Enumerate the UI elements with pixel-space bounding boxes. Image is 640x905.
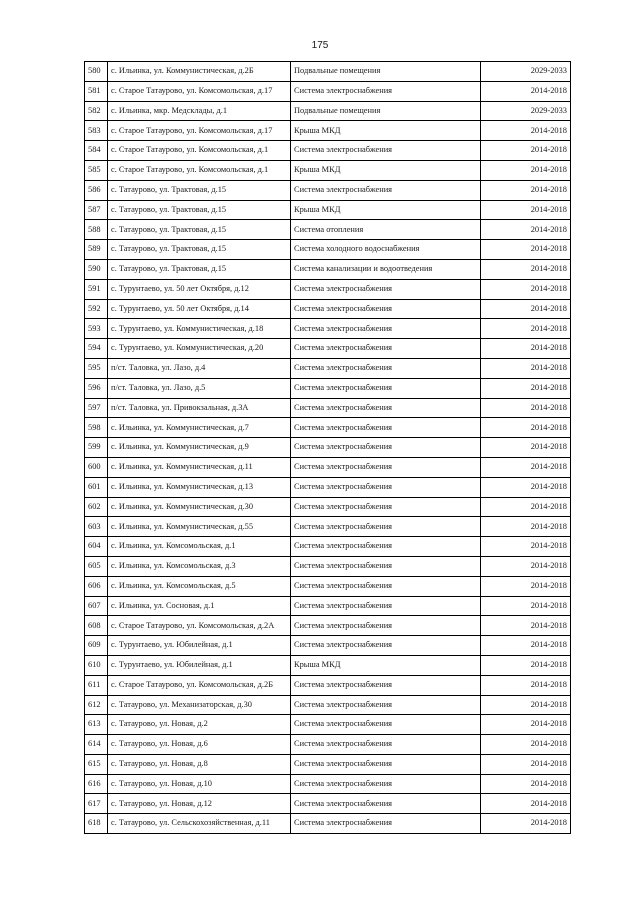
address-cell: с. Старое Татаурово, ул. Комсомольская, д.2Б <box>108 675 291 695</box>
period-cell: 2014-2018 <box>481 438 571 458</box>
period-cell: 2014-2018 <box>481 556 571 576</box>
period-cell: 2014-2018 <box>481 616 571 636</box>
address-cell: с. Старое Татаурово, ул. Комсомольская, д.1 <box>108 160 291 180</box>
row-number-cell: 603 <box>85 517 108 537</box>
row-number-cell: 584 <box>85 141 108 161</box>
period-cell: 2014-2018 <box>481 655 571 675</box>
system-cell: Подвальные помещения <box>291 62 481 82</box>
period-cell: 2014-2018 <box>481 378 571 398</box>
period-cell: 2014-2018 <box>481 358 571 378</box>
row-number-cell: 583 <box>85 121 108 141</box>
table-row <box>85 62 571 82</box>
address-cell: с. Татаурово, ул. Механизаторская, д.30 <box>108 695 291 715</box>
table-row <box>85 754 571 774</box>
system-cell: Подвальные помещения <box>291 101 481 121</box>
table-row <box>85 279 571 299</box>
table-row <box>85 457 571 477</box>
system-cell: Система электроснабжения <box>291 180 481 200</box>
table-row <box>85 576 571 596</box>
system-cell: Крыша МКД <box>291 655 481 675</box>
row-number-cell: 588 <box>85 220 108 240</box>
system-cell: Система отопления <box>291 220 481 240</box>
row-number-cell: 598 <box>85 418 108 438</box>
row-number-cell: 616 <box>85 774 108 794</box>
system-cell: Система электроснабжения <box>291 477 481 497</box>
table-row <box>85 240 571 260</box>
row-number-cell: 587 <box>85 200 108 220</box>
row-number-cell: 585 <box>85 160 108 180</box>
row-number-cell: 618 <box>85 814 108 834</box>
table-row <box>85 200 571 220</box>
row-number-cell: 613 <box>85 715 108 735</box>
period-cell: 2014-2018 <box>481 517 571 537</box>
system-cell: Система электроснабжения <box>291 636 481 656</box>
table-row <box>85 517 571 537</box>
system-cell: Система электроснабжения <box>291 438 481 458</box>
period-cell: 2014-2018 <box>481 576 571 596</box>
period-cell: 2014-2018 <box>481 457 571 477</box>
address-cell: с. Татаурово, ул. Новая, д.6 <box>108 735 291 755</box>
period-cell: 2014-2018 <box>481 180 571 200</box>
table-row <box>85 299 571 319</box>
period-cell: 2014-2018 <box>481 695 571 715</box>
period-cell: 2014-2018 <box>481 735 571 755</box>
system-cell: Система электроснабжения <box>291 675 481 695</box>
period-cell: 2014-2018 <box>481 497 571 517</box>
row-number-cell: 604 <box>85 537 108 557</box>
address-cell: с. Старое Татаурово, ул. Комсомольская, д.1 <box>108 141 291 161</box>
table-row <box>85 556 571 576</box>
table-row <box>85 794 571 814</box>
period-cell: 2014-2018 <box>481 754 571 774</box>
system-cell: Крыша МКД <box>291 121 481 141</box>
system-cell: Система холодного водоснабжения <box>291 240 481 260</box>
address-cell: с. Ильинка, ул. Комсомольская, д.5 <box>108 576 291 596</box>
table-row <box>85 141 571 161</box>
row-number-cell: 592 <box>85 299 108 319</box>
table-row <box>85 121 571 141</box>
address-cell: п/ст. Таловка, ул. Лазо, д.5 <box>108 378 291 398</box>
row-number-cell: 597 <box>85 398 108 418</box>
system-cell: Система электроснабжения <box>291 556 481 576</box>
system-cell: Система электроснабжения <box>291 378 481 398</box>
address-cell: с. Ильинка, ул. Коммунистическая, д.9 <box>108 438 291 458</box>
row-number-cell: 615 <box>85 754 108 774</box>
period-cell: 2014-2018 <box>481 279 571 299</box>
table-row <box>85 655 571 675</box>
system-cell: Система электроснабжения <box>291 81 481 101</box>
address-cell: с. Турунтаево, ул. 50 лет Октября, д.14 <box>108 299 291 319</box>
system-cell: Система электроснабжения <box>291 358 481 378</box>
table-row <box>85 81 571 101</box>
row-number-cell: 607 <box>85 596 108 616</box>
system-cell: Система электроснабжения <box>291 339 481 359</box>
system-cell: Система электроснабжения <box>291 418 481 438</box>
address-cell: с. Ильинка, ул. Коммунистическая, д.55 <box>108 517 291 537</box>
system-cell: Система электроснабжения <box>291 457 481 477</box>
address-cell: с. Ильинка, ул. Коммунистическая, д.30 <box>108 497 291 517</box>
page-number: 175 <box>311 40 329 51</box>
address-cell: с. Татаурово, ул. Новая, д.2 <box>108 715 291 735</box>
row-number-cell: 612 <box>85 695 108 715</box>
row-number-cell: 580 <box>85 62 108 82</box>
system-cell: Система электроснабжения <box>291 576 481 596</box>
system-cell: Система электроснабжения <box>291 596 481 616</box>
row-number-cell: 594 <box>85 339 108 359</box>
row-number-cell: 601 <box>85 477 108 497</box>
period-cell: 2014-2018 <box>481 715 571 735</box>
system-cell: Система электроснабжения <box>291 735 481 755</box>
address-cell: с. Турунтаево, ул. Коммунистическая, д.20 <box>108 339 291 359</box>
period-cell: 2014-2018 <box>481 240 571 260</box>
system-cell: Система электроснабжения <box>291 319 481 339</box>
address-cell: с. Татаурово, ул. Трактовая, д.15 <box>108 220 291 240</box>
row-number-cell: 595 <box>85 358 108 378</box>
row-number-cell: 608 <box>85 616 108 636</box>
period-cell: 2014-2018 <box>481 160 571 180</box>
period-cell: 2014-2018 <box>481 596 571 616</box>
period-cell: 2029-2033 <box>481 101 571 121</box>
period-cell: 2014-2018 <box>481 121 571 141</box>
address-cell: с. Старое Татаурово, ул. Комсомольская, д.17 <box>108 121 291 141</box>
address-cell: с. Татаурово, ул. Трактовая, д.15 <box>108 259 291 279</box>
system-cell: Система электроснабжения <box>291 814 481 834</box>
table-row <box>85 814 571 834</box>
table-row <box>85 675 571 695</box>
table-row <box>85 537 571 557</box>
table-row <box>85 319 571 339</box>
address-cell: с. Татаурово, ул. Новая, д.10 <box>108 774 291 794</box>
system-cell: Система электроснабжения <box>291 497 481 517</box>
address-cell: п/ст. Таловка, ул. Привокзальная, д.3А <box>108 398 291 418</box>
period-cell: 2014-2018 <box>481 200 571 220</box>
system-cell: Система электроснабжения <box>291 774 481 794</box>
table-row <box>85 636 571 656</box>
period-cell: 2014-2018 <box>481 418 571 438</box>
registry-table <box>84 61 571 834</box>
address-cell: с. Турунтаево, ул. Коммунистическая, д.18 <box>108 319 291 339</box>
period-cell: 2014-2018 <box>481 675 571 695</box>
address-cell: с. Татаурово, ул. Трактовая, д.15 <box>108 240 291 260</box>
address-cell: с. Ильинка, ул. Коммунистическая, д.2Б <box>108 62 291 82</box>
period-cell: 2014-2018 <box>481 636 571 656</box>
address-cell: с. Татаурово, ул. Сельскохозяйственная, д.11 <box>108 814 291 834</box>
table-row <box>85 358 571 378</box>
address-cell: с. Турунтаево, ул. Юбилейная, д.1 <box>108 636 291 656</box>
system-cell: Система электроснабжения <box>291 279 481 299</box>
row-number-cell: 609 <box>85 636 108 656</box>
address-cell: с. Ильинка, ул. Комсомольская, д.1 <box>108 537 291 557</box>
address-cell: с. Татаурово, ул. Трактовая, д.15 <box>108 180 291 200</box>
table-row <box>85 438 571 458</box>
period-cell: 2014-2018 <box>481 319 571 339</box>
row-number-cell: 614 <box>85 735 108 755</box>
system-cell: Крыша МКД <box>291 200 481 220</box>
period-cell: 2014-2018 <box>481 794 571 814</box>
address-cell: с. Ильинка, ул. Коммунистическая, д.13 <box>108 477 291 497</box>
period-cell: 2014-2018 <box>481 339 571 359</box>
address-cell: с. Татаурово, ул. Новая, д.8 <box>108 754 291 774</box>
table-row <box>85 695 571 715</box>
row-number-cell: 581 <box>85 81 108 101</box>
table-row <box>85 180 571 200</box>
table-row <box>85 497 571 517</box>
period-cell: 2014-2018 <box>481 141 571 161</box>
address-cell: с. Старое Татаурово, ул. Комсомольская, д.17 <box>108 81 291 101</box>
system-cell: Система электроснабжения <box>291 398 481 418</box>
row-number-cell: 602 <box>85 497 108 517</box>
system-cell: Система электроснабжения <box>291 715 481 735</box>
row-number-cell: 605 <box>85 556 108 576</box>
period-cell: 2014-2018 <box>481 398 571 418</box>
period-cell: 2014-2018 <box>481 81 571 101</box>
address-cell: с. Ильинка, мкр. Медсклады, д.1 <box>108 101 291 121</box>
row-number-cell: 606 <box>85 576 108 596</box>
registry-table-body <box>85 62 571 834</box>
table-row <box>85 101 571 121</box>
system-cell: Система электроснабжения <box>291 794 481 814</box>
table-row <box>85 220 571 240</box>
row-number-cell: 599 <box>85 438 108 458</box>
address-cell: с. Татаурово, ул. Трактовая, д.15 <box>108 200 291 220</box>
row-number-cell: 596 <box>85 378 108 398</box>
row-number-cell: 610 <box>85 655 108 675</box>
table-row <box>85 477 571 497</box>
table-row <box>85 596 571 616</box>
table-row <box>85 616 571 636</box>
address-cell: с. Ильинка, ул. Комсомольская, д.3 <box>108 556 291 576</box>
period-cell: 2029-2033 <box>481 62 571 82</box>
period-cell: 2014-2018 <box>481 774 571 794</box>
address-cell: с. Турунтаево, ул. Юбилейная, д.1 <box>108 655 291 675</box>
system-cell: Система канализации и водоотведения <box>291 259 481 279</box>
row-number-cell: 593 <box>85 319 108 339</box>
table-row <box>85 715 571 735</box>
table-row <box>85 774 571 794</box>
row-number-cell: 611 <box>85 675 108 695</box>
row-number-cell: 617 <box>85 794 108 814</box>
system-cell: Система электроснабжения <box>291 141 481 161</box>
row-number-cell: 590 <box>85 259 108 279</box>
address-cell: с. Ильинка, ул. Сосновая, д.1 <box>108 596 291 616</box>
row-number-cell: 586 <box>85 180 108 200</box>
table-row <box>85 378 571 398</box>
table-row <box>85 160 571 180</box>
period-cell: 2014-2018 <box>481 259 571 279</box>
row-number-cell: 591 <box>85 279 108 299</box>
system-cell: Система электроснабжения <box>291 616 481 636</box>
period-cell: 2014-2018 <box>481 220 571 240</box>
address-cell: с. Ильинка, ул. Коммунистическая, д.7 <box>108 418 291 438</box>
table-row <box>85 735 571 755</box>
period-cell: 2014-2018 <box>481 299 571 319</box>
system-cell: Система электроснабжения <box>291 537 481 557</box>
system-cell: Система электроснабжения <box>291 299 481 319</box>
address-cell: с. Турунтаево, ул. 50 лет Октября, д.12 <box>108 279 291 299</box>
system-cell: Крыша МКД <box>291 160 481 180</box>
period-cell: 2014-2018 <box>481 477 571 497</box>
address-cell: с. Татаурово, ул. Новая, д.12 <box>108 794 291 814</box>
system-cell: Система электроснабжения <box>291 695 481 715</box>
row-number-cell: 600 <box>85 457 108 477</box>
period-cell: 2014-2018 <box>481 814 571 834</box>
system-cell: Система электроснабжения <box>291 517 481 537</box>
address-cell: с. Ильинка, ул. Коммунистическая, д.11 <box>108 457 291 477</box>
period-cell: 2014-2018 <box>481 537 571 557</box>
table-row <box>85 398 571 418</box>
row-number-cell: 582 <box>85 101 108 121</box>
row-number-cell: 589 <box>85 240 108 260</box>
address-cell: с. Старое Татаурово, ул. Комсомольская, д.2А <box>108 616 291 636</box>
table-row <box>85 339 571 359</box>
address-cell: п/ст. Таловка, ул. Лазо, д.4 <box>108 358 291 378</box>
table-row <box>85 418 571 438</box>
table-row <box>85 259 571 279</box>
system-cell: Система электроснабжения <box>291 754 481 774</box>
